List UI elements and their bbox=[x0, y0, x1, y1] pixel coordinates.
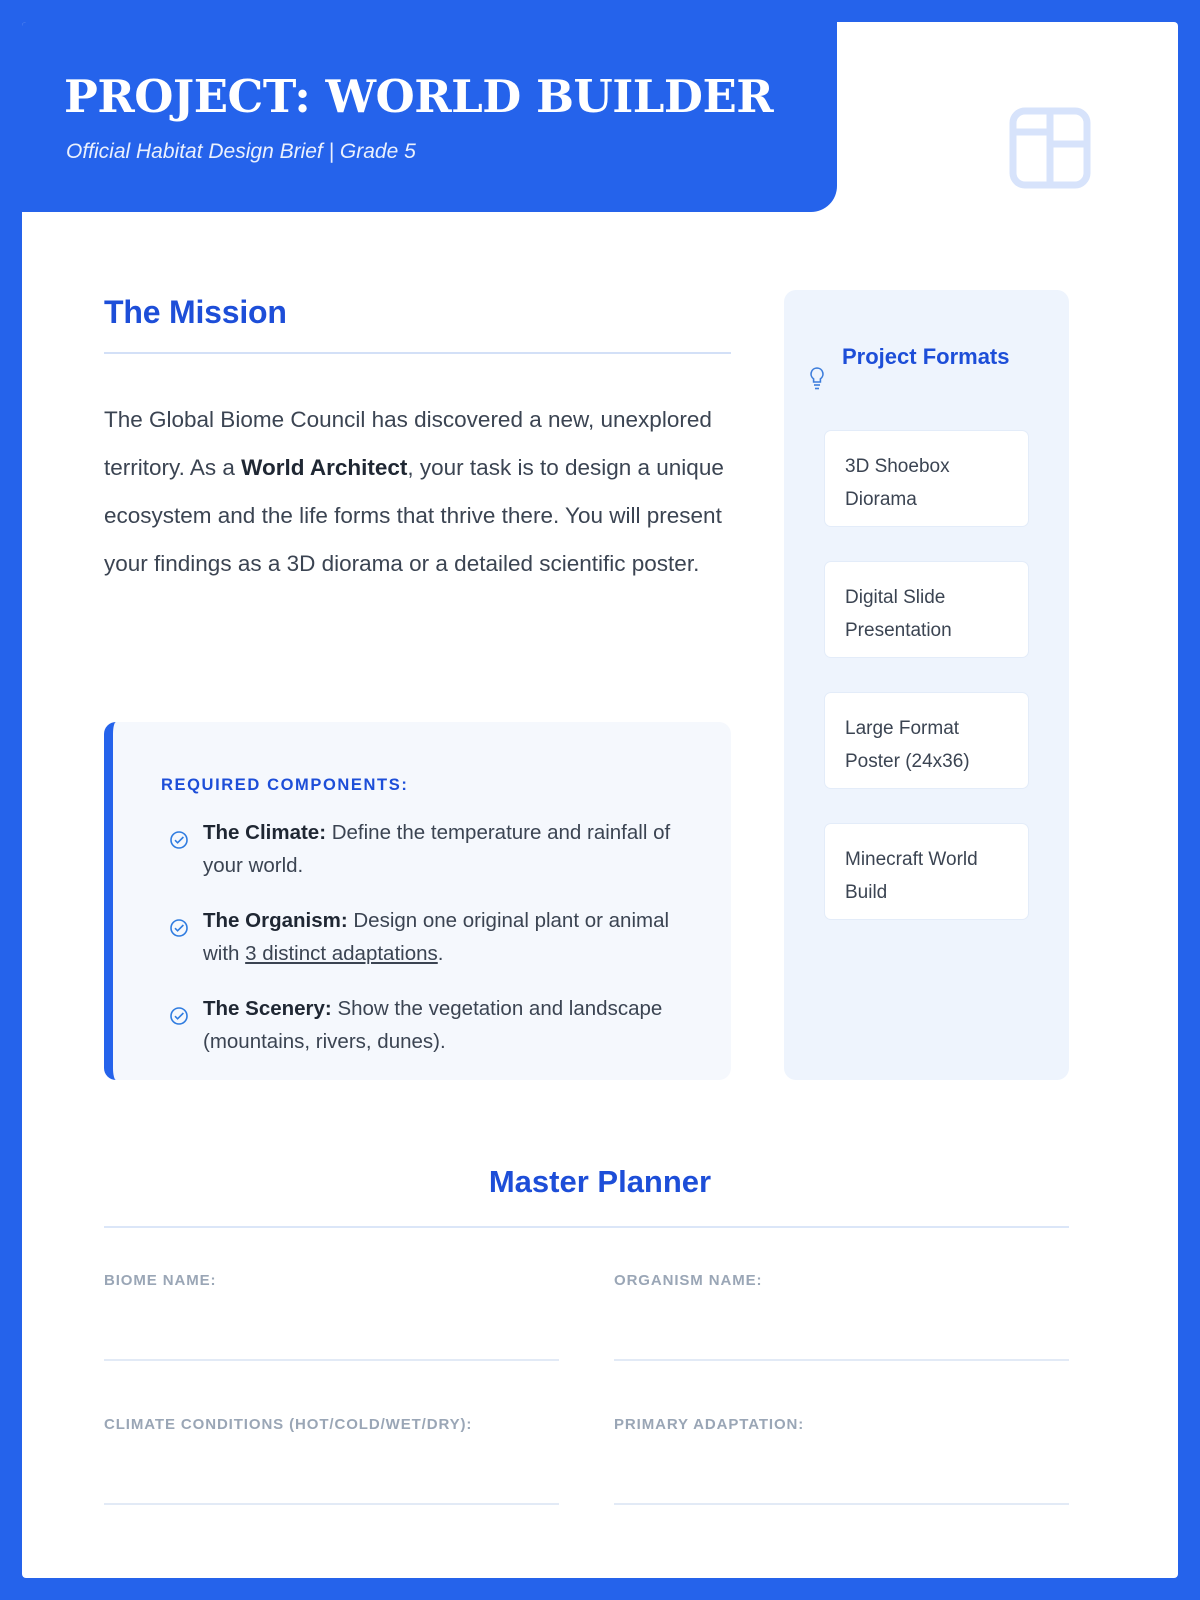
layout-grid-icon bbox=[1008, 106, 1092, 190]
format-card-label: 3D Shoebox Diorama bbox=[845, 456, 950, 510]
field-underline bbox=[614, 1359, 1069, 1361]
document-page bbox=[22, 22, 1178, 1578]
format-card-0[interactable] bbox=[824, 430, 1029, 527]
field-label: PRIMARY ADAPTATION: bbox=[614, 1416, 805, 1433]
field-underline bbox=[104, 1503, 559, 1505]
field-label: ORGANISM NAME: bbox=[614, 1272, 763, 1289]
project-formats-heading: Project Formats bbox=[842, 344, 1010, 369]
list-item-text: The Organism: Design one original plant or animal with 3 distinct adaptations. bbox=[203, 909, 670, 965]
format-card-label: Digital Slide Presentation bbox=[845, 587, 952, 641]
lightbulb-icon bbox=[806, 366, 828, 392]
page-title: PROJECT: WORLD BUILDER bbox=[64, 70, 774, 123]
format-card-label: Large Format Poster (24x36) bbox=[845, 718, 970, 772]
field-underline bbox=[104, 1359, 559, 1361]
field-climate-conditions bbox=[104, 1416, 559, 1505]
list-item-text: The Scenery: Show the vegetation and landscape (mountains, rivers, dunes). bbox=[203, 997, 663, 1053]
mission-paragraph: The Global Biome Council has discovered a new, unexplored territory. As a World Architect, your task is to design a unique ecosystem and the life forms that thrive there. You will present your findings as a 3D diorama or a detailed scientific poster. bbox=[104, 407, 724, 576]
list-item-text: The Climate: Define the temperature and rainfall of your world. bbox=[203, 821, 671, 877]
mission-divider bbox=[104, 352, 731, 354]
field-label: BIOME NAME: bbox=[104, 1272, 217, 1289]
document-header bbox=[22, 22, 837, 212]
check-circle-icon bbox=[169, 830, 189, 850]
planner-heading: Master Planner bbox=[488, 1164, 712, 1199]
format-card-1[interactable] bbox=[824, 561, 1029, 658]
format-card-2[interactable] bbox=[824, 692, 1029, 789]
list-item bbox=[151, 992, 701, 1058]
organism-name-input[interactable] bbox=[614, 1296, 1069, 1344]
page-subtitle: Official Habitat Design Brief | Grade 5 bbox=[66, 140, 416, 163]
check-circle-icon bbox=[169, 1006, 189, 1026]
field-organism-name bbox=[614, 1272, 1069, 1361]
required-components-card bbox=[104, 722, 731, 1080]
format-card-label: Minecraft World Build bbox=[845, 849, 978, 903]
required-components-list bbox=[151, 816, 701, 1080]
field-underline bbox=[614, 1503, 1069, 1505]
project-formats-panel bbox=[784, 290, 1069, 1080]
required-components-heading: REQUIRED COMPONENTS: bbox=[161, 776, 409, 794]
list-item bbox=[151, 904, 701, 970]
primary-adaptation-input[interactable] bbox=[614, 1440, 1069, 1488]
climate-conditions-input[interactable] bbox=[104, 1440, 559, 1488]
check-circle-icon bbox=[169, 918, 189, 938]
field-biome-name bbox=[104, 1272, 559, 1361]
biome-name-input[interactable] bbox=[104, 1296, 559, 1344]
field-primary-adaptation bbox=[614, 1416, 1069, 1505]
list-item bbox=[151, 816, 701, 882]
mission-heading: The Mission bbox=[104, 294, 287, 330]
format-card-3[interactable] bbox=[824, 823, 1029, 920]
planner-divider bbox=[104, 1226, 1069, 1228]
field-label: CLIMATE CONDITIONS (HOT/COLD/WET/DRY): bbox=[104, 1416, 473, 1433]
